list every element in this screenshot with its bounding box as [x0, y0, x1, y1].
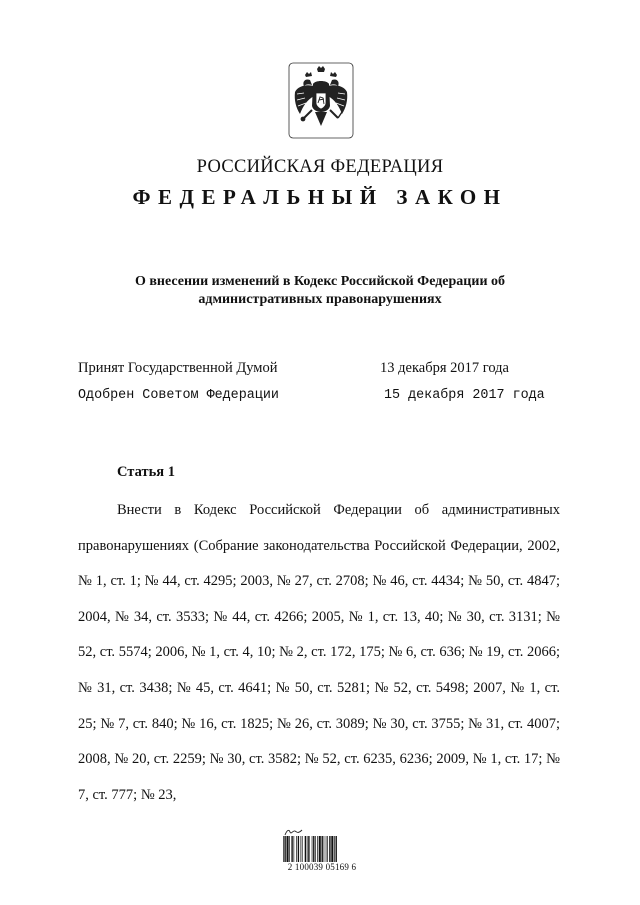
- law-title: О внесении изменений в Кодекс Российской Федерации об административных правонарушениях: [134, 274, 506, 307]
- adoption-date: 13 декабря 2017 года: [380, 360, 509, 376]
- adoption-body: Одобрен Советом Федерации: [78, 388, 279, 403]
- article-heading: Статья 1: [117, 464, 175, 480]
- coat-of-arms-icon: [288, 62, 354, 139]
- law-type-heading: ФЕДЕРАЛЬНЫЙ ЗАКОН: [132, 185, 508, 209]
- republic-name: РОССИЙСКАЯ ФЕДЕРАЦИЯ: [196, 157, 444, 177]
- adoption-body: Принят Государственной Думой: [78, 360, 278, 376]
- handwritten-initials-icon: [284, 828, 304, 836]
- barcode-icon: [282, 836, 358, 862]
- adoption-date: 15 декабря 2017 года: [384, 388, 545, 403]
- article-text: Внести в Кодекс Российской Федерации об административных правонарушениях (Собрание законодательства Российской Федерации, 2002, № 1, ст. 1; № 44, ст. 4295; 2003, № 27, ст. 2708; № 46, ст. 4434; № 50, ст. 4847; 2004, № 34, ст. 3533; № 44, ст. 4266; 2005, № 1, ст. 13, 40; № 30, ст. 3131; № 52, ст. 5574; 2006, № 1, ст. 4, 10; № 2, ст. 172, 175; № 6, ст. 636; № 19, ст. 2066; № 31, ст. 3438; № 45, ст. 4641; № 50, ст. 5281; № 52, ст. 5498; 2007, № 1, ст. 25; № 7, ст. 840; № 16, ст. 1825; № 26, ст. 3089; № 30, ст. 3755; № 31, ст. 4007; 2008, № 20, ст. 2259; № 30, ст. 3582; № 52, ст. 6235, 6236; 2009, № 1, ст. 17; № 7, ст. 777; № 23,: [78, 502, 560, 803]
- barcode-number: 2 100039 05169 6: [287, 862, 357, 872]
- document-stamp: [282, 828, 358, 874]
